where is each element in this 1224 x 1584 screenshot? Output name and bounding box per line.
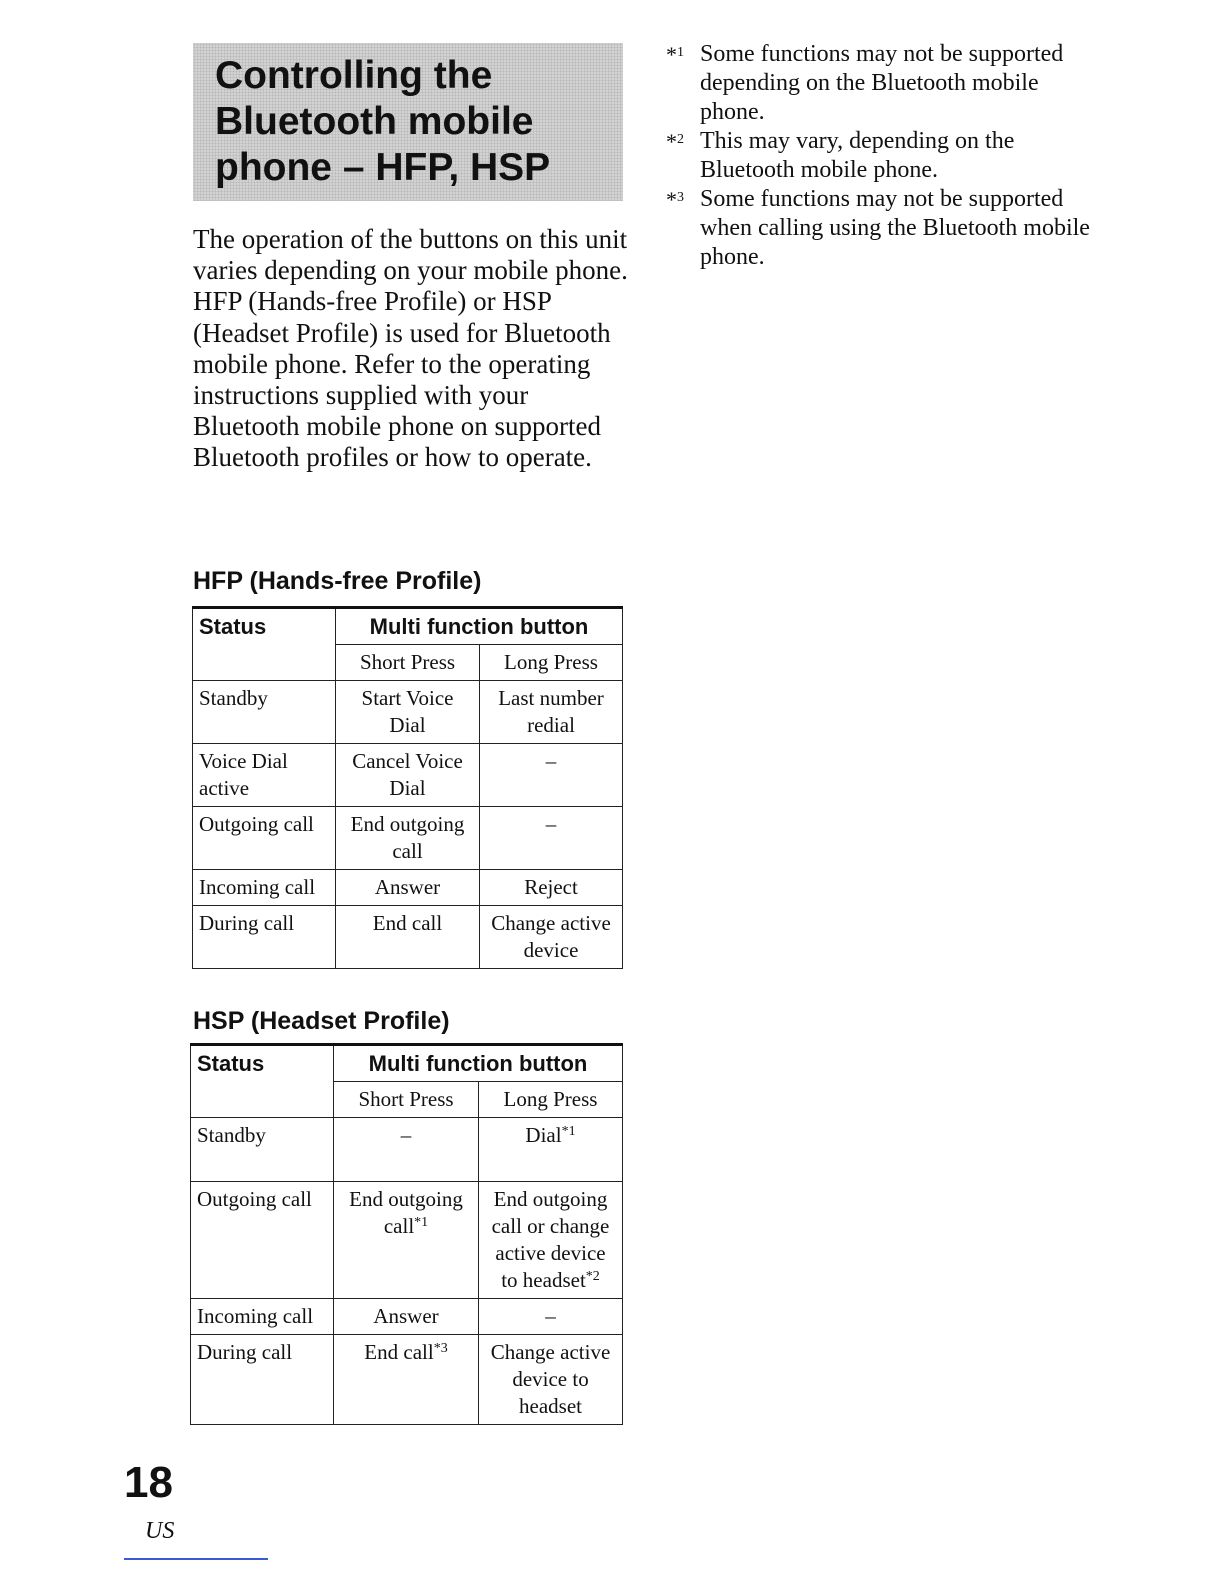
intro-paragraph-1: The operation of the buttons on this unit varies depending on your mobile phone. (193, 224, 628, 286)
table-row (191, 1299, 623, 1335)
long-press-cell: Last number redial (480, 681, 623, 744)
table-row (193, 870, 623, 906)
table-row (191, 1335, 623, 1425)
table-row (193, 681, 623, 744)
subheader-short-press: Short Press (336, 645, 480, 681)
status-cell: Incoming call (193, 870, 336, 906)
long-press-cell (479, 1118, 623, 1182)
subheader-long-press: Long Press (480, 645, 623, 681)
title-line-3: phone – HFP, HSP (215, 146, 551, 189)
short-press-cell: End call (336, 906, 480, 969)
status-cell: Outgoing call (193, 807, 336, 870)
subheader-long-press: Long Press (479, 1082, 623, 1118)
status-cell: Incoming call (191, 1299, 334, 1335)
footnote-3 (666, 185, 1096, 272)
status-cell: Standby (193, 681, 336, 744)
long-press-cell (479, 1182, 623, 1299)
title-banner (193, 43, 623, 201)
short-press-cell: – (334, 1118, 479, 1182)
header-status: Status (191, 1045, 334, 1118)
footnote-ref: *1 (561, 1124, 576, 1139)
footnote-ref: *2 (585, 1269, 600, 1284)
short-press-cell (334, 1182, 479, 1299)
short-press-cell: Answer (336, 870, 480, 906)
footer-rule (124, 1558, 268, 1560)
short-press-cell: Answer (334, 1299, 479, 1335)
hfp-table (192, 606, 623, 969)
status-cell: Standby (191, 1118, 334, 1182)
long-press-cell: – (480, 744, 623, 807)
cell-text: Dial (525, 1123, 562, 1147)
footnote-2 (666, 127, 1096, 185)
table-header-row (193, 608, 623, 645)
long-press-cell: Change active device to headset (479, 1335, 623, 1425)
footnote-number: 2 (677, 132, 684, 147)
long-press-cell: – (480, 807, 623, 870)
asterisk: * (666, 42, 677, 67)
hfp-heading: HFP (Hands-free Profile) (193, 567, 482, 595)
table-row (191, 1182, 623, 1299)
status-cell: During call (191, 1335, 334, 1425)
table-row (191, 1118, 623, 1182)
title-line-2: Bluetooth mobile (215, 100, 534, 143)
short-press-cell: End outgoing call (336, 807, 480, 870)
page-title (215, 53, 615, 191)
table-header-row (191, 1045, 623, 1082)
cell-text: End outgoing call (349, 1187, 463, 1238)
table-row (193, 807, 623, 870)
status-cell: Voice Dial active (193, 744, 336, 807)
footnote-ref: *1 (414, 1215, 429, 1230)
header-multi-function-button: Multi function button (334, 1045, 623, 1082)
hsp-table (190, 1043, 623, 1425)
footnote-number: 3 (677, 190, 684, 205)
footnote-1 (666, 40, 1096, 127)
long-press-cell: – (479, 1299, 623, 1335)
short-press-cell: Cancel Voice Dial (336, 744, 480, 807)
status-cell: Outgoing call (191, 1182, 334, 1299)
intro-text (193, 224, 633, 474)
intro-paragraph-2: HFP (Hands-free Profile) or HSP (Headset Profile) is used for Bluetooth mobile phone. Refer to the operating instructions supplied with your Bluetooth mobile phone on supported Bluetooth profiles or how to operate. (193, 286, 611, 473)
footnotes (666, 40, 1096, 272)
footnote-ref: *3 (433, 1341, 448, 1356)
title-line-1: Controlling the (215, 54, 493, 97)
cell-text: End outgoing call or change active device to headset (491, 1187, 610, 1292)
locale-label: US (145, 1518, 175, 1544)
footnote-number: 1 (677, 45, 684, 60)
page-number: 18 (124, 1458, 173, 1507)
short-press-cell (334, 1335, 479, 1425)
footnote-text: Some functions may not be supported when calling using the Bluetooth mobile phone. (700, 186, 1090, 270)
long-press-cell: Reject (480, 870, 623, 906)
asterisk: * (666, 187, 677, 212)
footnote-mark (666, 185, 684, 214)
table-row (193, 744, 623, 807)
header-status: Status (193, 608, 336, 681)
hsp-heading: HSP (Headset Profile) (193, 1007, 450, 1035)
footnote-mark (666, 40, 684, 69)
status-cell: During call (193, 906, 336, 969)
short-press-cell: Start Voice Dial (336, 681, 480, 744)
asterisk: * (666, 129, 677, 154)
footnote-mark (666, 127, 684, 156)
header-multi-function-button: Multi function button (336, 608, 623, 645)
long-press-cell: Change active device (480, 906, 623, 969)
table-row (193, 906, 623, 969)
cell-text: End call (364, 1340, 434, 1364)
footnote-text: This may vary, depending on the Bluetooth mobile phone. (700, 128, 1015, 183)
footnote-text: Some functions may not be supported depending on the Bluetooth mobile phone. (700, 41, 1064, 125)
subheader-short-press: Short Press (334, 1082, 479, 1118)
